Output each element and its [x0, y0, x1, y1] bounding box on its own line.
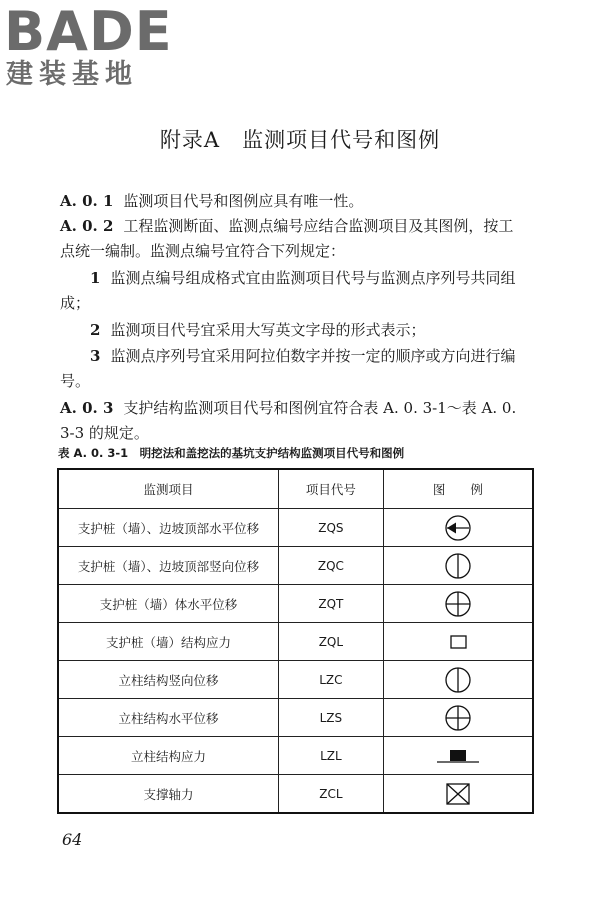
- symbol-cell: [383, 737, 533, 775]
- item-number: 2: [90, 321, 101, 339]
- page-number: 64: [62, 830, 83, 849]
- symbol-cell: [383, 699, 533, 737]
- symbol-cell: [383, 585, 533, 623]
- symbol-cell: [383, 547, 533, 585]
- item-cell: 立柱结构应力: [58, 737, 279, 775]
- clause-text: 监测项目代号和图例应具有唯一性。: [123, 192, 364, 210]
- item-cell: 支护桩（墙）、边坡顶部竖向位移: [58, 547, 279, 585]
- table-row: [58, 737, 533, 775]
- bade-logo: [4, 0, 174, 94]
- code-cell: ZQT: [279, 585, 384, 623]
- table-caption: [58, 445, 538, 461]
- table-row: [58, 547, 533, 585]
- code-cell: LZL: [279, 737, 384, 775]
- symbol-cell: [383, 661, 533, 699]
- code-cell: ZQS: [279, 509, 384, 547]
- code-cell: LZS: [279, 699, 384, 737]
- item-cell: 立柱结构竖向位移: [58, 661, 279, 699]
- header-legend: 图 例: [383, 469, 533, 509]
- item-text: 监测点编号组成格式宜由监测项目代号与监测点序列号共同组成；: [60, 269, 516, 312]
- circle-arrow-left-icon: [443, 513, 473, 543]
- code-cell: ZCL: [279, 775, 384, 814]
- appendix-title: 附录A 监测项目代号和图例: [159, 128, 441, 152]
- clause-text: 支护结构监测项目代号和图例宜符合表 A. 0. 3-1～表 A. 0. 3-3 的规定。: [60, 399, 517, 442]
- box-x-icon: [443, 779, 473, 809]
- table-caption-number: 表 A. 0. 3-1: [58, 446, 129, 460]
- item-cell: 支护桩（墙）体水平位移: [58, 585, 279, 623]
- circle-cross-icon: [443, 703, 473, 733]
- clause-number: A. 0. 3: [60, 399, 114, 417]
- table-caption-text: 明挖法和盖挖法的基坑支护结构监测项目代号和图例: [139, 446, 405, 460]
- table-row: [58, 509, 533, 547]
- logo-wordmark: BADE: [4, 0, 173, 63]
- clause-item-3: [60, 344, 528, 394]
- clause-item-2: [60, 318, 528, 343]
- item-cell: 支撑轴力: [58, 775, 279, 814]
- symbol-cell: [383, 509, 533, 547]
- table-row: [58, 585, 533, 623]
- clause-a03: [60, 396, 528, 446]
- item-cell: 立柱结构水平位移: [58, 699, 279, 737]
- table-row: [58, 699, 533, 737]
- symbol-cell: [383, 775, 533, 814]
- logo-subtitle: 建装基地: [6, 59, 138, 90]
- symbol-cell: [383, 623, 533, 661]
- clause-a02: [60, 214, 528, 264]
- table-row: [58, 775, 533, 814]
- item-text: 监测点序列号宜采用阿拉伯数字并按一定的顺序或方向进行编号。: [60, 347, 516, 390]
- table-header-row: [58, 469, 533, 509]
- code-cell: ZQL: [279, 623, 384, 661]
- item-number: 1: [90, 269, 101, 287]
- square-icon: [443, 627, 473, 657]
- code-cell: LZC: [279, 661, 384, 699]
- table-row: [58, 661, 533, 699]
- item-number: 3: [90, 347, 101, 365]
- clause-number: A. 0. 1: [60, 192, 114, 210]
- clause-item-1: [60, 266, 528, 316]
- circle-vertical-line-icon: [443, 665, 473, 695]
- monitoring-items-table: [57, 468, 534, 814]
- filled-block-on-line-icon: [435, 741, 481, 771]
- item-cell: 支护桩（墙）结构应力: [58, 623, 279, 661]
- item-cell: 支护桩（墙）、边坡顶部水平位移: [58, 509, 279, 547]
- table-row: [58, 623, 533, 661]
- header-code: 项目代号: [279, 469, 384, 509]
- item-text: 监测项目代号宜采用大写英文字母的形式表示；: [110, 321, 426, 339]
- header-item: 监测项目: [58, 469, 279, 509]
- circle-cross-icon: [443, 589, 473, 619]
- code-cell: ZQC: [279, 547, 384, 585]
- clause-a01: [60, 189, 528, 214]
- circle-vertical-line-icon: [443, 551, 473, 581]
- clause-number: A. 0. 2: [60, 217, 114, 235]
- clause-text: 工程监测断面、监测点编号应结合监测项目及其图例，按工点统一编制。监测点编号宜符合下列规定：: [60, 217, 514, 260]
